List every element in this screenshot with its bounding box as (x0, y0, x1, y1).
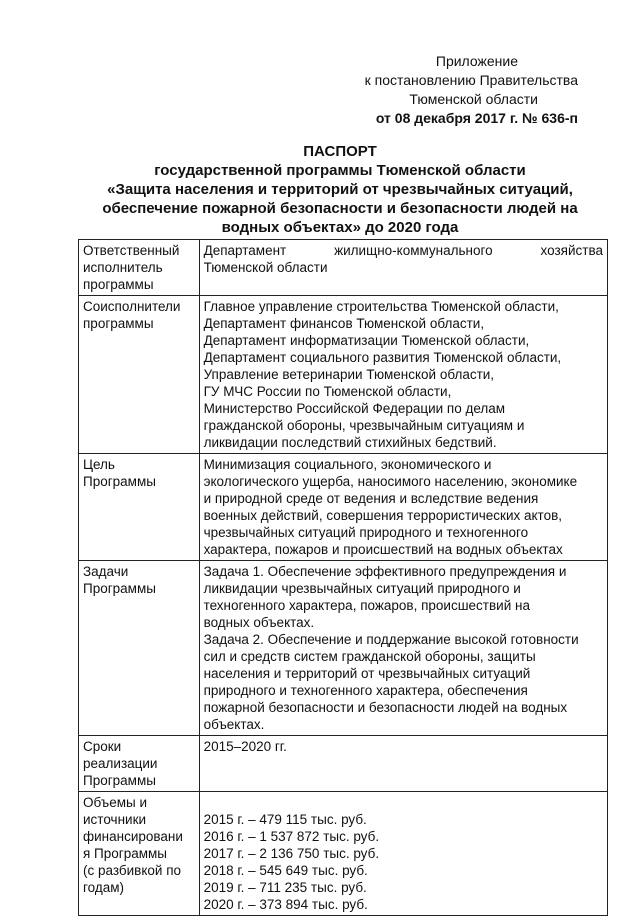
responsible-value: Департамент жилищно-коммунального хозяйства Тюменской области (199, 240, 607, 296)
title-line-1: ПАСПОРТ (303, 143, 377, 160)
funding-label: Объемы и источники финансировани я Программы (с разбивкой по годам) (79, 792, 200, 916)
tasks-label: Задачи Программы (79, 561, 200, 736)
responsible-label: Ответственный исполнитель программы (79, 240, 200, 296)
table-row-coexecutors (79, 296, 608, 454)
tasks-value: Задача 1. Обеспечение эффективного предупреждения и ликвидации чрезвычайных ситуаций природного и техногенного характера, пожаров, происшествий на водных объектах. Задача 2. Обеспечение и поддержание высокой готовности сил и средств систем гражданской обороны, защиты населения и территорий от чрезвычайных ситуаций природного и техногенного характера, обеспечения пожарной безопасности и безопасности людей на водных объектах. (199, 561, 607, 736)
appendix-line-2: к постановлению Правительства (364, 72, 578, 88)
funding-value: 2015 г. – 479 115 тыс. руб. 2016 г. – 1 537 872 тыс. руб. 2017 г. – 2 136 750 тыс. руб. 2018 г. – 545 649 тыс. руб. 2019 г. – 711 235 тыс. руб. 2020 г. – 373 894 тыс. руб. (199, 792, 607, 916)
table-row-tasks (79, 561, 608, 736)
title-line-3: «Защита населения и территорий от чрезвычайных ситуаций, (107, 181, 573, 198)
table-row-terms (79, 736, 608, 792)
table-row-funding (79, 792, 608, 916)
terms-label: Сроки реализации Программы (79, 736, 200, 792)
goal-label: Цель Программы (79, 454, 200, 561)
table-row-responsible (79, 240, 608, 296)
title-line-5: водных объектах» до 2020 года (221, 219, 459, 236)
document-title (70, 142, 610, 237)
appendix-decree-date: от 08 декабря 2017 г. № 636-п (375, 110, 578, 126)
appendix-line-3: Тюменской области (409, 91, 538, 107)
terms-value: 2015–2020 гг. (199, 736, 607, 792)
appendix-header (278, 52, 578, 128)
passport-table (78, 239, 608, 916)
coexecutors-value: Главное управление строительства Тюменской области, Департамент финансов Тюменской области, Департамент информатизации Тюменской области, Департамент социального развития Тюменской области, Управление ветеринарии Тюменской области, ГУ МЧС России по Тюменской области, Министерство Российской Федерации по делам гражданской обороны, чрезвычайным ситуациям и ликвидации последствий стихийных бедствий. (199, 296, 607, 454)
coexecutors-label: Соисполнители программы (79, 296, 200, 454)
title-line-2: государственной программы Тюменской области (154, 162, 526, 179)
appendix-line-1: Приложение (435, 53, 518, 69)
goal-value: Минимизация социального, экономического и экологического ущерба, наносимого населению, экономике и природной среде от ведения и вследствие ведения военных действий, совершения террористических актов, чрезвычайных ситуаций природного и техногенного характера, пожаров и происшествий на водных объектах (199, 454, 607, 561)
table-row-goal (79, 454, 608, 561)
title-line-4: обеспечение пожарной безопасности и безопасности людей на (102, 200, 578, 217)
